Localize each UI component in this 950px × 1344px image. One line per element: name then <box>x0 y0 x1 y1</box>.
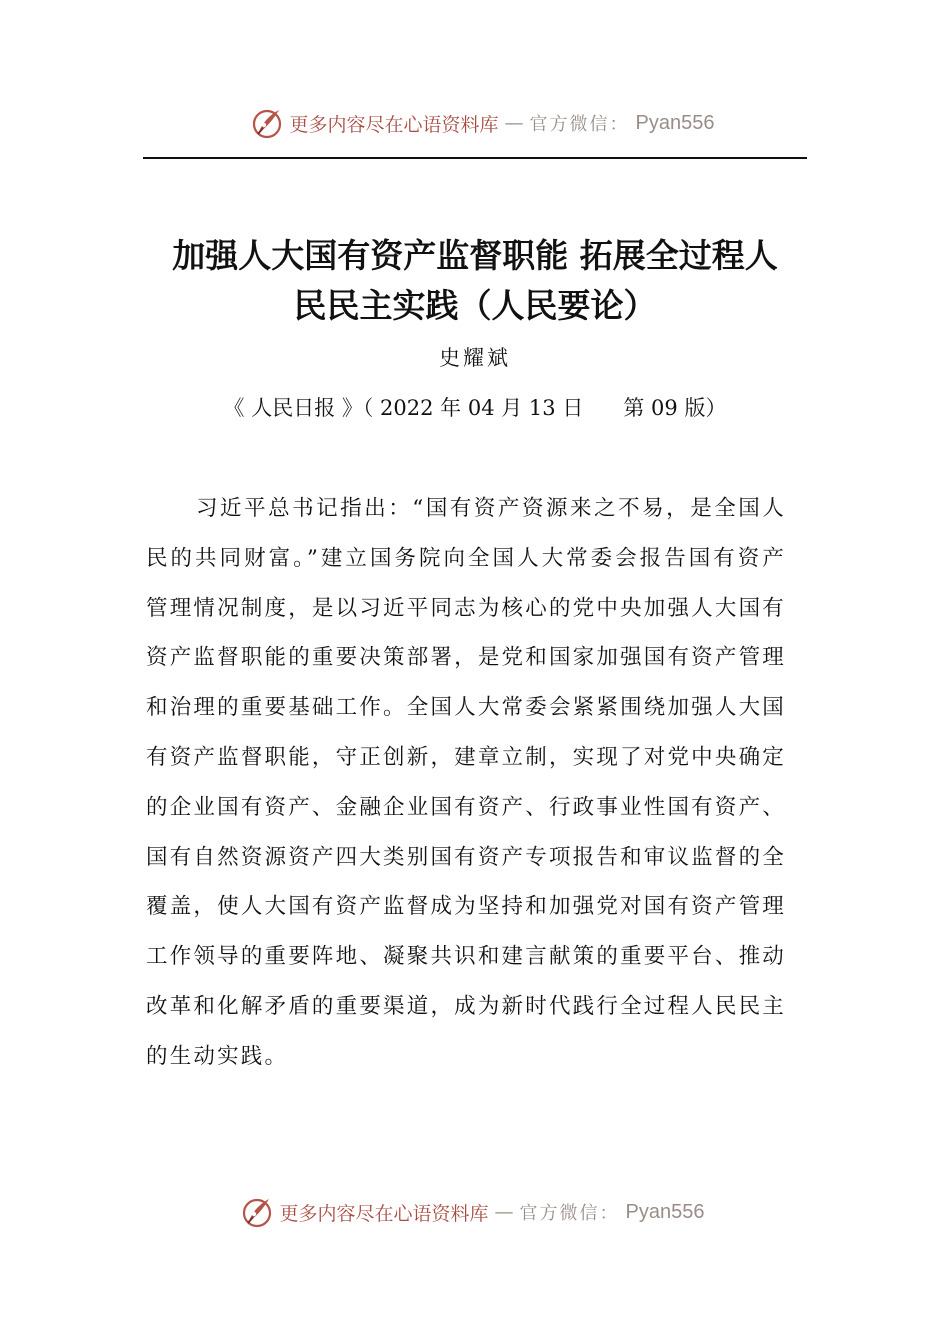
article-source: 《 人民日报 》（ 2022 年 04 月 13 日 第 09 版） <box>223 396 727 420</box>
watermark-group <box>240 1195 705 1229</box>
watermark-separator: — <box>494 1201 514 1223</box>
article-body: 习近平总书记指出：“国有资产资源来之不易，是全国人民的共同财富。”建立国务院向全国人大常委会报告国有资产管理情况制度，是以习近平同志为核心的党中央加强人大国有资产监督职能的重要决策部署，是党和国家加强国有资产管理和治理的重要基础工作。全国人大常委会紧紧围绕加强人大国有资产监督职能，守正创新，建章立制，实现了对党中央确定的企业国有资产、金融企业国有资产、行政事业性国有资产、国有自然资源资产四大类别国有资产专项报告和审议监督的全覆盖，使人大国有资产监督成为坚持和加强党对国有资产管理工作领导的重要阵地、凝聚共识和建言献策的重要平台、推动改革和化解矛盾的重要渠道，成为新时代践行全过程人民民主的生动实践。 <box>146 496 786 1069</box>
watermark-contact-id: Pyan556 <box>635 111 715 134</box>
watermark-contact-id: Pyan556 <box>625 1200 705 1223</box>
watermark-separator: — <box>504 112 524 134</box>
article-title-line-2: 民民主实践（人民要论） <box>293 286 657 325</box>
article-author: 史耀斌 <box>439 346 511 370</box>
watermark-text: 更多内容尽在心语资料库 <box>289 113 499 136</box>
article-title-line-1: 加强人大国有资产监督职能 拓展全过程人 <box>172 236 778 275</box>
footer-watermark <box>0 1192 950 1232</box>
watermark-contact-label: 官方微信： <box>519 1203 620 1224</box>
quill-logo-icon <box>240 1195 274 1229</box>
header-divider <box>143 157 807 159</box>
watermark-text: 更多内容尽在心语资料库 <box>279 1202 489 1225</box>
watermark-contact-label: 官方微信： <box>529 114 630 135</box>
quill-logo-icon <box>250 106 284 140</box>
watermark-group <box>250 106 715 140</box>
header-watermark <box>0 103 950 143</box>
